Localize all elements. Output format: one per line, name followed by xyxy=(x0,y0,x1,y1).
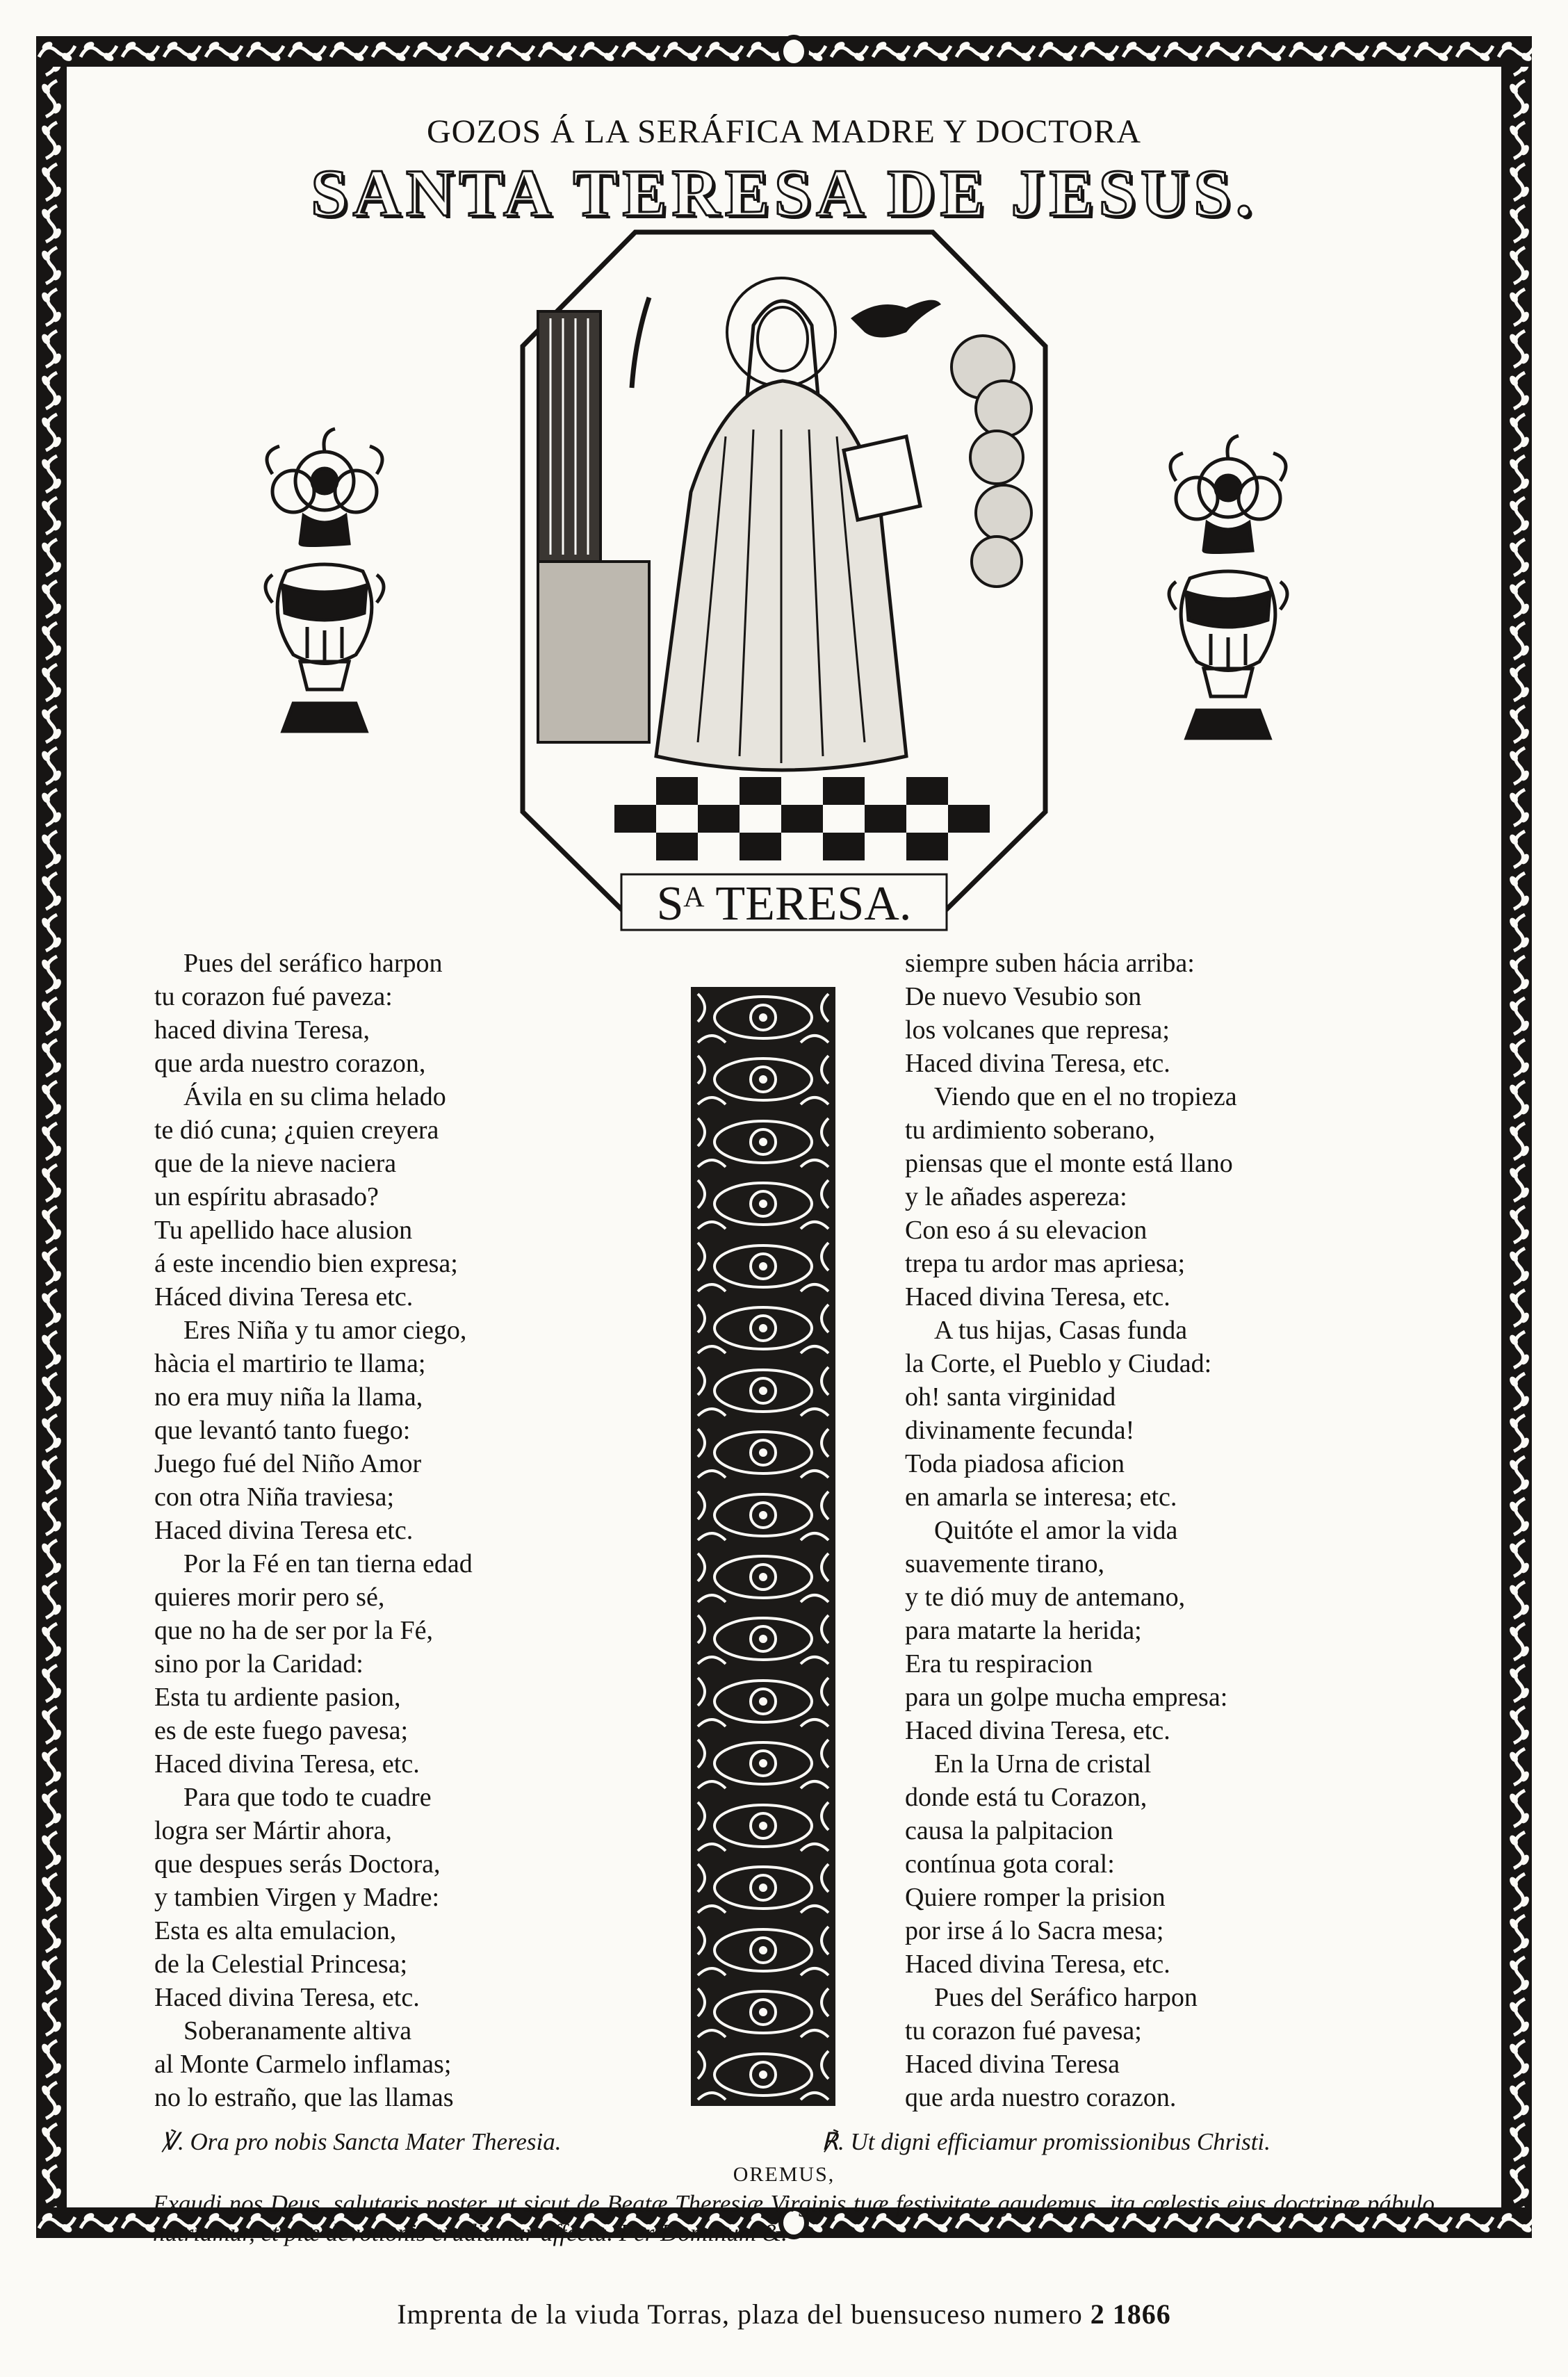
verse-line: siempre suben hácia arriba: xyxy=(905,949,1195,978)
verse-line: suavemente tirano, xyxy=(905,1549,1105,1578)
verse-line: no lo estraño, que las llamas xyxy=(154,2083,454,2112)
verse-line: Haced divina Teresa, etc. xyxy=(154,1983,420,2012)
verse-line: Esta es alta emulacion, xyxy=(154,1916,397,1945)
oremus-heading: OREMUS, xyxy=(733,2163,835,2186)
verse-line: Pues del Seráfico harpon xyxy=(934,1983,1198,2012)
verse-line: á este incendio bien expresa; xyxy=(154,1249,458,1278)
verse-line: Viendo que en el no tropieza xyxy=(934,1082,1237,1111)
verse-line: De nuevo Vesubio son xyxy=(905,982,1142,1011)
verse-line: y te dió muy de antemano, xyxy=(905,1583,1186,1612)
verse-line: Eres Niña y tu amor ciego, xyxy=(183,1316,467,1345)
divider-rosette-ornament xyxy=(691,1920,835,1981)
verse-line: Haced divina Teresa xyxy=(905,2050,1120,2079)
verse-line: contínua gota coral: xyxy=(905,1849,1115,1879)
verse-line: tu ardimiento soberano, xyxy=(905,1116,1155,1145)
verse-line: y le añades aspereza: xyxy=(905,1182,1127,1211)
verse-line: con otra Niña traviesa; xyxy=(154,1482,395,1512)
verse-line: Haced divina Teresa etc. xyxy=(154,1516,414,1545)
divider-rosette-ornament xyxy=(691,1733,835,1794)
verse-line: y tambien Virgen y Madre: xyxy=(154,1883,440,1912)
verse-line: Quitóte el amor la vida xyxy=(934,1516,1178,1545)
divider-rosette-ornament xyxy=(691,1422,835,1483)
verse-line: Quiere romper la prision xyxy=(905,1883,1166,1912)
verse-line: para un golpe mucha empresa: xyxy=(905,1683,1228,1712)
verse-line: Haced divina Teresa, etc. xyxy=(905,1716,1170,1745)
verse-line: Pues del seráfico harpon xyxy=(183,949,443,978)
divider-rosette-ornament xyxy=(691,1236,835,1297)
verse-line: Ávila en su clima helado xyxy=(183,1082,446,1111)
verse-line: sino por la Caridad: xyxy=(154,1649,364,1678)
verse-line: Era tu respiracion xyxy=(905,1649,1093,1678)
border-medallion-top xyxy=(778,35,809,68)
divider-rosette-ornament xyxy=(691,1608,835,1669)
flower-vase-left-illustration xyxy=(245,425,405,773)
verse-line: un espíritu abrasado? xyxy=(154,1182,379,1211)
verse-line: la Corte, el Pueblo y Ciudad: xyxy=(905,1349,1212,1378)
verse-line: Por la Fé en tan tierna edad xyxy=(183,1549,473,1578)
divider-rosette-ornament xyxy=(691,1671,835,1732)
verse-line: que arda nuestro corazon. xyxy=(905,2083,1177,2112)
divider-rosette-ornament xyxy=(691,1485,835,1546)
oremus-prayer: Exaudi nos Deus, salutaris noster, ut sicut de Beatæ Theresiæ Virginis tuæ festivitate gaudemus, ita cœlestis ejus doctrinæ pábulo nutriamur, et piæ devotionis erudiamur affectu. Per Dominum &. xyxy=(153,2190,1435,2246)
verse-line: En la Urna de cristal xyxy=(934,1749,1152,1779)
divider-rosette-ornament xyxy=(691,987,835,1048)
verse-line: Haced divina Teresa, etc. xyxy=(905,1950,1170,1979)
verse-line: Háced divina Teresa etc. xyxy=(154,1282,414,1312)
verse-line: que despues serás Doctora, xyxy=(154,1849,441,1879)
verse-line: Toda piadosa aficion xyxy=(905,1449,1125,1478)
santa-teresa-portrait xyxy=(517,228,1051,949)
verse-line: no era muy niña la llama, xyxy=(154,1382,423,1412)
verse-line: tu corazon fué pavesa; xyxy=(905,2016,1142,2045)
portrait-caption: Sᴬ TERESA. xyxy=(656,877,912,931)
verse-line: Soberanamente altiva xyxy=(183,2016,412,2045)
ornamental-divider xyxy=(691,987,835,2106)
divider-rosette-ornament xyxy=(691,1298,835,1359)
title-line-1: GOZOS Á LA SERÁFICA MADRE Y DOCTORA xyxy=(427,113,1141,150)
verse-line: oh! santa virginidad xyxy=(905,1382,1116,1412)
verse-line: tu corazon fué paveza: xyxy=(154,982,393,1011)
verse-line: Tu apellido hace alusion xyxy=(154,1216,413,1245)
verse-line: por irse á lo Sacra mesa; xyxy=(905,1916,1164,1945)
verse-line: causa la palpitacion xyxy=(905,1816,1113,1845)
verse-line: Con eso á su elevacion xyxy=(905,1216,1148,1245)
verse-line: en amarla se interesa; etc. xyxy=(905,1482,1177,1512)
verse-line: donde está tu Corazon, xyxy=(905,1783,1148,1812)
verse-line: Haced divina Teresa, etc. xyxy=(154,1749,420,1779)
divider-rosette-ornament xyxy=(691,1546,835,1608)
verse-line: Esta tu ardiente pasion, xyxy=(154,1683,401,1712)
verse-line: Para que todo te cuadre xyxy=(183,1783,432,1812)
divider-rosette-ornament xyxy=(691,1360,835,1421)
verse-line: quieres morir pero sé, xyxy=(154,1583,385,1612)
divider-rosette-ornament xyxy=(691,1795,835,1856)
divider-rosette-ornament xyxy=(691,1049,835,1110)
verse-line: divinamente fecunda! xyxy=(905,1416,1135,1445)
verse-line: Haced divina Teresa, etc. xyxy=(905,1282,1170,1312)
verse-line: te dió cuna; ¿quien creyera xyxy=(154,1116,439,1145)
divider-rosette-ornament xyxy=(691,1111,835,1173)
verses-right-column xyxy=(905,947,1237,2114)
verse-line: al Monte Carmelo inflamas; xyxy=(154,2050,452,2079)
verse-line: para matarte la herida; xyxy=(905,1616,1142,1645)
title-line-2: SANTA TERESA DE JESUS. xyxy=(311,156,1257,230)
verse-line: hàcia el martirio te llama; xyxy=(154,1349,426,1378)
verse-line: que arda nuestro corazon, xyxy=(154,1049,426,1078)
flower-vase-right-illustration xyxy=(1148,432,1308,780)
divider-rosette-ornament xyxy=(691,2044,835,2105)
verse-line: Haced divina Teresa, etc. xyxy=(905,1049,1170,1078)
divider-rosette-ornament xyxy=(691,1982,835,2043)
verse-line: logra ser Mártir ahora, xyxy=(154,1816,392,1845)
verse-line: trepa tu ardor mas apriesa; xyxy=(905,1249,1186,1278)
verse-line: que no ha de ser por la Fé, xyxy=(154,1616,433,1645)
verse-line: de la Celestial Princesa; xyxy=(154,1950,408,1979)
divider-rosette-ornament xyxy=(691,1857,835,1918)
imprint-number: 2 xyxy=(1090,2298,1105,2330)
printer-imprint xyxy=(0,2298,1568,2330)
verses-left-column xyxy=(154,947,473,2114)
verse-line: que de la nieve naciera xyxy=(154,1149,397,1178)
verse-line: haced divina Teresa, xyxy=(154,1015,370,1045)
verse-line: es de este fuego pavesa; xyxy=(154,1716,409,1745)
divider-rosette-ornament xyxy=(691,1173,835,1234)
imprint-text: Imprenta de la viuda Torras, plaza del buensuceso numero xyxy=(397,2298,1083,2330)
verse-line: Juego fué del Niño Amor xyxy=(154,1449,422,1478)
verse-line: que levantó tanto fuego: xyxy=(154,1416,411,1445)
imprint-year: 1866 xyxy=(1112,2298,1171,2330)
versicle: ℣. Ora pro nobis Sancta Mater Theresia. xyxy=(161,2128,562,2155)
verse-line: los volcanes que represa; xyxy=(905,1015,1170,1045)
response: ℟. Ut digni efficiamur promissionibus Christi. xyxy=(822,2128,1271,2155)
verse-line: piensas que el monte está llano xyxy=(905,1149,1233,1178)
verse-line: A tus hijas, Casas funda xyxy=(934,1316,1188,1345)
